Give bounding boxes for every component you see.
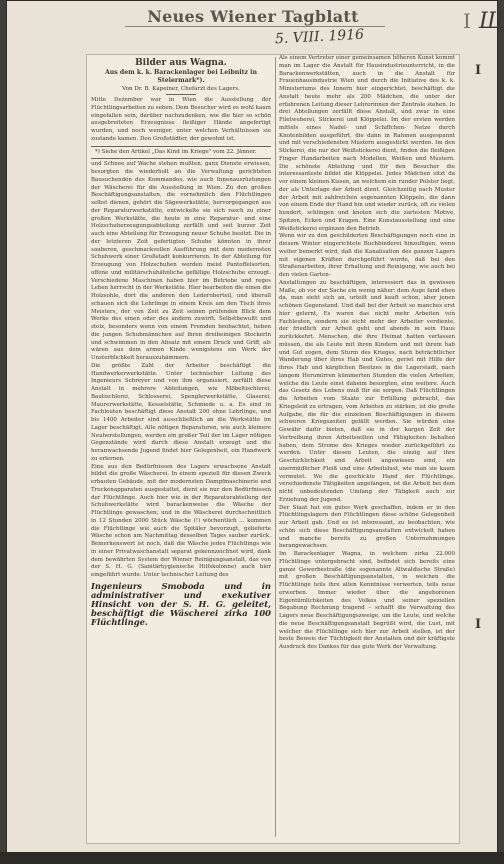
margin-mark-top: I	[474, 63, 482, 78]
column-right	[279, 55, 455, 843]
footnote-divider	[91, 158, 271, 159]
margin-mark-middle: I	[474, 617, 482, 632]
paragraph: Der Staat hat ein gutes Werk geschaffen, indem er in den Flüchtlingslagern den Flüchtlingen diese schöne Gelegenheit zur Arbeit gab. Und es ist interessant, zu beobachten, wie schön sich diese Beschäftigungsanstalten entwickelt haben und manche bereits zu großen Unternehmungen herangewachsen.	[279, 504, 455, 550]
paragraph: Eine aus den Bedürfnissen des Lagers erwachsene Anstalt bildet die große Wäscherei. In einem speziell für diesen Zweck erbauten Gebäude, mit der modernsten Dampfmaschinerie und Trockenapparaten ausgestattet, dient sie nur den Bedürfnissen der Flüchtlinge. Auch hier wie in der Reparaturabteilung der Schuhwerkstätte wird barackenweise die Wäsche der Flüchtlinge gewaschen; und in die Wäscherei durchschnittlich in 12 Stunden 2000 Stück Wäsche (!) wöchentlich ... kommen die Flüchtlinge wie auch die Spitäler bevorzugt, gelieferte Wäsche schon am Nachmittag desselben Tages sauber zurück. Bemerkenswert ist noch, daß die Wäsche jedes Flüchtlings wie in einer Privatwaschanstalt separat gekennzeichnet wird, dank dem bewährten System der Wiener Reinigungsanstalt, das von der S. H. G. (Sanitärhygienische Hilfskolonne) auch hier eingeführt wurde. Unter technischer Leitung des	[91, 463, 271, 578]
handwritten-mark-left: I	[463, 9, 471, 33]
handwritten-date: 5. VIII. 1916	[274, 26, 365, 48]
handwritten-overwrite: Ingenieurs Smoboda und in administrativer und exekutiver Hinsicht von der S. H. G. geleitet, beschäftigt die Wäscherei zirka 100 Flüchtlinge.	[91, 580, 271, 627]
paragraph: Im Barackenlager Wagna, in welchem zirka 22.000 Flüchtlinge untergebracht sind, befindet sich bereits eine ganze Gewerbestraße (die sogenannte Altwaldische Straße) mit großen Beschäftigungsanstalten, in welchen die Flüchtlinge teils ihre alten Kenntnisse verwerten, teils neue erwerben. Immer wieder über die angeborenen Eigentümlichkeiten des Volkes und seiner speziellen Begabung Rechnung tragend – schafft die Verwaltung des Lagers neue Beschäftigungszweige, um die Leute, und welche die neue Beschäftigungsanstalt begrüßt wird, die Lust, mit welcher die Flüchtlinge sich hier zur Arbeit stellen, ist der beste Beweis der Tüchtigkeit der Anstalten und der kräftigste Ausdruck des Dankes für das gute Werk der Verwaltung.	[279, 551, 455, 650]
paragraph: und Schnee auf Wache stehen mußten, ganz Dienste erwiesen, besorgten die wiederholt an die Verwaltung gerichteten Bausuchenden des Kommandos, wie auch Innenausrüstungen der Wäscherei für die Ausstellung in Wien. Zu den großen Beschäftigungsanstalten, die vornehmlich den Flüchtlingen selbst dienen, gehört die Sägewerkstätte, hervorgegangen aus der Reparaturwerkstätte, entwickelte sie sich rasch zu einer großen Werkstätte, die heute in eine Reparatur- und eine Holzschuherzeugungsabteilung zerfällt und seit kurzer Zeit auch eine Abteilung für Erzeugung neuer Schuhe besitzt. Die in der letzteren Zeit gefertigten Schuhe könnten in ihrer sauberen, geschmackvollen Ausführung mit dem modernsten Schuhwerk einer Großstadt konkurrieren. In der Abteilung für Erzeugung von Holzschuhen werden meist Pantoffelsorten, offene und militärschuhähnliche gefällige Holzschuhe erzeugt. Verschiedene Maschinen haben hier im Betriebe und reges Leben herrscht in der Werkstätte. Hier bearbeiten die einen die Holzsohle, dort die anderen den Lederoberteil, und überall schauen sich die Lehrlinge in einem Kreis um den Tisch ihres Meisters, der von Zeit zu Zeit seinen prüfenden Blick dem Werke des einen oder des andern zuwirft. Selbstbewußt und stolz, besonders wenn von einem Fremden beobachtet, heben die jungen Schuhmännchen auf ihren dreibeinigen Stockerln und schwimmen in den Absatz mit einem Druck und Griff, als wären aus dem armen Kinde wenigstens ein Werk der Unsterblichkeit herauszuhämmern.	[91, 161, 271, 361]
article-headline: Bilder aus Wagna.	[135, 58, 227, 68]
footnote: *) Siehe den Artikel „Das Kind im Kriege" vom 22. Jänner.	[95, 148, 257, 155]
article-subhead: Aus dem k. k. Barackenlager bei Leibnitz in Steiermark*).	[104, 69, 258, 84]
paragraph: Wenn wir zu den geschilderten Beschäftigungen noch eine in diesem Winter eingerichtete Buchbinderei hinzufügen, wenn weiter bemerkt wird, daß die Kanalisation des ganzen Lagers mit eigenen Kräften durchgeführt wurde, daß bei den Straßenarbeiten, ihrer Erhaltung und Reinigung, wie auch bei den vielen Garten-	[279, 233, 455, 278]
paragraph: Anstaltungen zu beschäftigen, interessiert das in gewissen Maße, ob vor der Sache ein wenig näher; dem Auge fand eben da, man sieht sich an, urteilt und kauft schon, aber jenen schönen Gegenstand. Und daß bei der Arbeit so manches erst hier gelernt, Es waren das nicht mehr Arbeiten von Fachleuten, sondern sie nicht mehr der Arbeiter verdiente, der friedlich zur Arbeit geht und abends in sein Haus zurückkehrt. Menschen, die ihre Heimat hatten verlassen müssen, die als Leute mit ihren Kindern und mit ihrem hab und Gut zogen, dem Sturm des Krieges, nach beträchtlicher Wanderung über ihres Hab und Gutes, geriet mit Hilfe der ihres Hab und kärglichen Besitzes in die Lagerstadt, nach langem Herumirren kümmerten Stunden die vielen Arbeiten, welche die Leute einst daheim besorgten, eine weitere. Auch das Gesetz des Lebens muß für sie sorgen. Daß Flüchtlingen die Arbeiten vom Staate zur Erfüllung gebracht, das Kriegsleid zu ertragen, vom Arbeiten zu stärken, ist die große Aufgabe, die für die einzelnen Beschäftigungen in diesem schweren Kriegszeiten gefällt werden. Sie würden eine Gewähr dafür bieten, daß sie in der kargen Zeit der Vertreibung ihren Arbeitswillen und Fähigkeiten behalten haben, dem Strome des Krieges wieder zurückgeführt zu werden. Unter diesen Leuten, die einzig auf ihre Geschicklichkeit und Arbeit angewiesen sind, ein unermüdlicher Fleiß und eine Arbeitslust, wie man sie kaum vermutet. Wo die geschickte Hand der Flüchtlinge, verschiedenste Tätigkeiten angefangen, ist die Arbeit bei dem nicht unbedeutenden Umfang der Tätigkeit auch zur Erziehung der Jugend.	[279, 279, 455, 503]
article-byline: Von Dr. B. Kapeiner, Chefarzt des Lagers.	[122, 86, 240, 92]
footnote-divider	[91, 146, 271, 147]
handwritten-mark-right: Ш	[479, 9, 504, 34]
newspaper-masthead: Neues Wiener Tagblatt	[147, 7, 359, 26]
paragraph: Als einem Vertreter einer gemeinsamen höheren Kunst kommt man im Lager die Anstalt für Hausindustrieunterricht, in die Barackenwerkstätten, auch in die Anstalt für Frauenhausindustrie Wien und durch die Initiative des k. k. Ministeriums des Innern hier eingerichtet, beschäftigt die Anstalt heute mehr als 200 Mädchen, die unter der erfahrenen Leitung dieser Lehrerinnen der Zentrale stehen. In drei Abteilungen zerfällt diese Anstalt, und zwar in eine Filetweberei, Stickerei und Klöppelei. Im der ersten werden mittels eines Nadel- und Schiffchen- Netze durch Knotenbilden ausgeführt, die dann in Rahmen ausgespannt und mit verschiedensten Mustern ausgestickt werden. Im den Stickerei, die nur der Weißstickerei dient, finden die fleißigen Finger Handarbeiten nach Modellen, Weißen und Mustern. Die schönste Abteilung und für den Besucher die interessanteste bildet die Klöppelei. Jedes Mädchen sitzt da vor einem kleinen Kissen, an welchem ein runder Polster liegt, der als Unterlage der Arbeit dient. Gleichzeitig nach Muster der Arbeit mit zahlreichen sogenannten Klöppeln, die dann von einem Ende der Hand hin und wieder zurück, oft zu vielen hundert, schlingen und knoten sich die zartesten Motive, Spitzen, Ecken und Kragen. Eine Kunstausstellung und eine Weißstickerei ergänzen den Betrieb.	[279, 55, 455, 232]
column-left	[91, 55, 271, 843]
archive-card	[6, 0, 504, 858]
column-divider	[275, 57, 276, 837]
newspaper-clipping	[87, 55, 459, 843]
paragraph: Mitte Dezember war in Wien die Ausstellung der Flüchtlingsarbeiten zu sehen. Dem Besucher wird es wohl kaum eingefallen sein, darüber nachzudenken, wie die hier so schön ausgebreiteten Erzeugnisse fleißiger Hände angefertigt wurden, und noch weniger, unter welchen Verhältnissen sie zustande kamen. Den Großstädter, der gewohnt ist,	[91, 97, 271, 142]
scan-bottom-edge	[0, 852, 504, 864]
paragraph: Die größte Zahl der Arbeiter beschäftigt die Handwerkerwerkstätte. Unter technischer Leitung des Ingenieurs Schreyer und von ihm organisiert, zerfällt diese Anstalt in mehrere Abteilungen, wie Möbeltischlerei, Bautischlerei, Schlosserei, Spenglerwerkstätte, Glaserei, Maurerwerkstätte, Kesselstätte, Schmiede u. a. Es sind in Fachleuten beschäftigt diese Anstalt 200 ohne Lehrlinge, und bis 1400 Arbeiter sind ausschließlich an die Werkstätte im Lager beschäftigt. Alle nötigen Reparaturen, wie auch kleinere Neuherstellungen, werden ein großer Teil der im Lager nötigen Gegenstände wird durch diese Anstalt erzeugt und die heranwachsende Jugend findet hier Gelegenheit, ein Handwerk zu erlernen.	[91, 362, 271, 462]
headline-divider	[166, 94, 196, 95]
